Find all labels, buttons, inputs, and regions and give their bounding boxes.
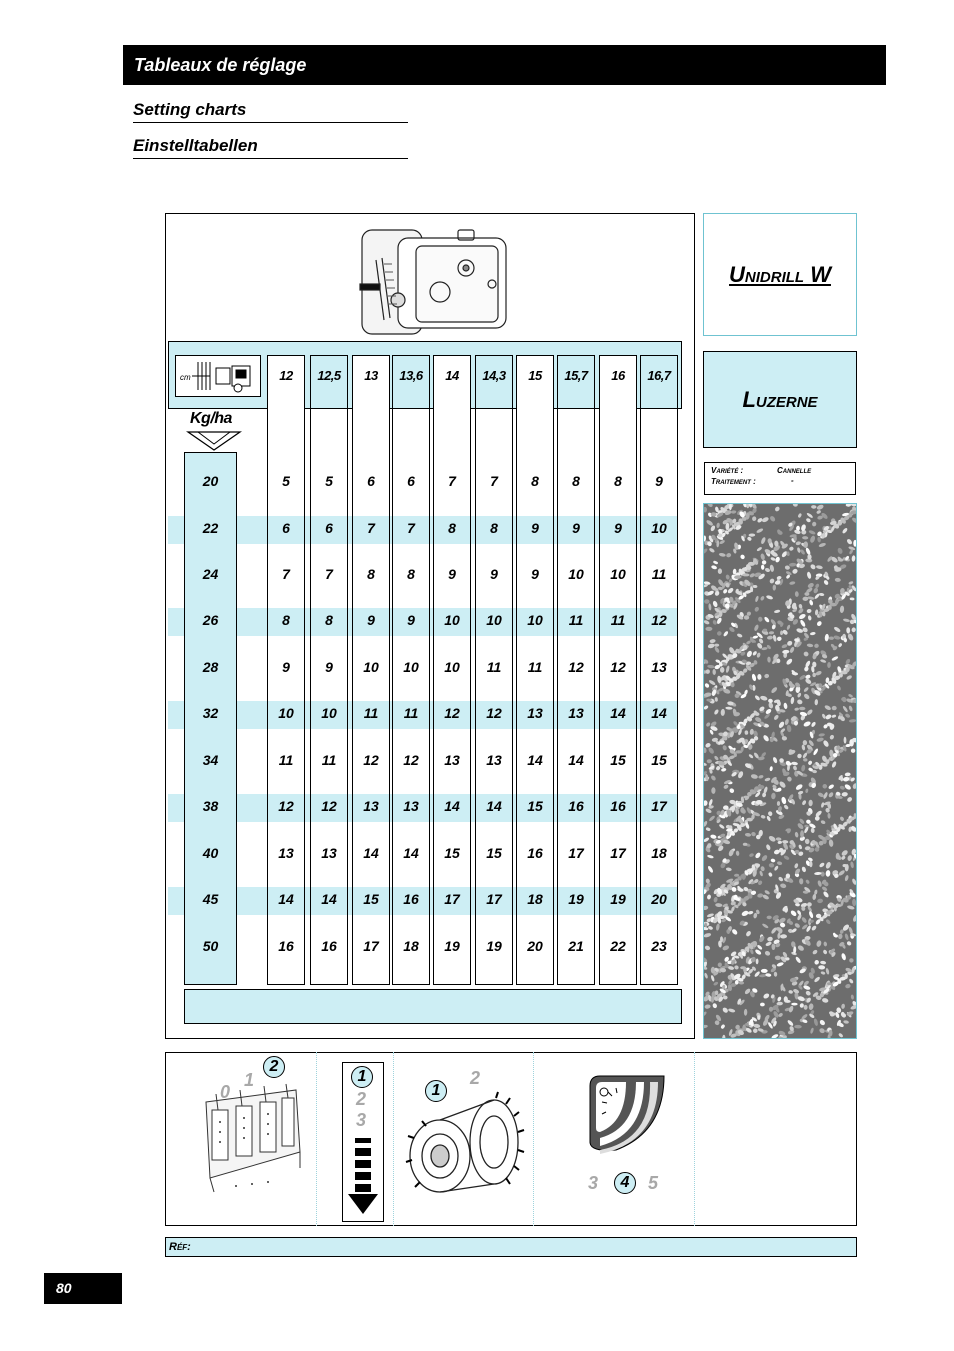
chart-cell: 8 [531, 473, 539, 489]
chart-cell: 13 [363, 798, 379, 814]
chart-cell: 10 [363, 659, 379, 675]
chart-cell: 15 [486, 845, 502, 861]
chart-cell: 9 [490, 566, 498, 582]
column-header-spacing: 14 [433, 355, 471, 409]
chart-cell: 13 [278, 845, 294, 861]
gauge-number-3: 3 [588, 1173, 599, 1193]
chart-cell: 11 [278, 752, 294, 768]
chart-cell: 13 [486, 752, 502, 768]
chart-cell: 8 [407, 566, 415, 582]
column-header-spacing: 13 [352, 355, 390, 409]
variety-info-box [704, 462, 856, 495]
chart-cell: 16 [278, 938, 294, 954]
chart-cell: 10 [403, 659, 419, 675]
chart-cell: 15 [363, 891, 379, 907]
chart-cell: 10 [568, 566, 584, 582]
chart-cell: 7 [325, 566, 333, 582]
kg-ha-label: Kg/ha [190, 410, 232, 427]
chart-cell: 23 [651, 938, 667, 954]
chart-cell: 15 [651, 752, 667, 768]
chart-cell: 6 [282, 520, 290, 536]
gauge-dial-icon [586, 1072, 668, 1156]
column-header-spacing: 16,7 [640, 355, 678, 409]
chart-cell: 10 [278, 705, 294, 721]
chart-cell: 14 [444, 798, 460, 814]
cm-label: cm [180, 373, 191, 382]
chart-cell: 19 [610, 891, 626, 907]
stack-number-2: 2 [356, 1089, 367, 1109]
kg-ha-value: 50 [202, 938, 219, 954]
chart-cell: 8 [490, 520, 498, 536]
chart-cell: 8 [325, 612, 333, 628]
kg-ha-value: 34 [202, 752, 219, 768]
kg-ha-value: 32 [202, 705, 219, 721]
chart-cell: 18 [403, 938, 419, 954]
chart-cell: 9 [407, 612, 415, 628]
chart-cell: 9 [367, 612, 375, 628]
chart-cell: 14 [527, 752, 543, 768]
chart-cell: 10 [321, 705, 337, 721]
kg-ha-value: 24 [202, 566, 219, 582]
chart-cell: 8 [367, 566, 375, 582]
settings-divider [316, 1052, 317, 1226]
reference-bar: Réf: [165, 1237, 857, 1257]
gearbox-illustration [358, 220, 518, 338]
chart-cell: 21 [568, 938, 584, 954]
chart-cell: 15 [527, 798, 543, 814]
chart-cell: 11 [610, 612, 626, 628]
chart-cell: 16 [568, 798, 584, 814]
chart-cell: 17 [568, 845, 584, 861]
down-arrow-icon [346, 1136, 380, 1218]
column-header-spacing: 13,6 [392, 355, 430, 409]
chart-cell: 11 [486, 659, 502, 675]
chart-cell: 12 [568, 659, 584, 675]
treatment-label: Traitement : [711, 477, 756, 486]
chart-cell: 14 [363, 845, 379, 861]
kg-ha-value: 26 [202, 612, 219, 628]
chart-cell: 14 [278, 891, 294, 907]
chart-cell: 13 [444, 752, 460, 768]
seed-name-box [703, 351, 857, 448]
chart-cell: 22 [610, 938, 626, 954]
chart-cell: 17 [651, 798, 667, 814]
chart-cell: 17 [363, 938, 379, 954]
chart-cell: 19 [486, 938, 502, 954]
chart-cell: 12 [486, 705, 502, 721]
chart-cell: 14 [321, 891, 337, 907]
wheel-selected-badge: 1 [425, 1080, 447, 1102]
chart-cell: 6 [407, 473, 415, 489]
chart-cell: 12 [651, 612, 667, 628]
kg-ha-value: 28 [202, 659, 219, 675]
chart-cell: 8 [448, 520, 456, 536]
chart-cell: 10 [486, 612, 502, 628]
chart-cell: 10 [610, 566, 626, 582]
gauge-selected-badge: 4 [614, 1172, 636, 1194]
treatment-value: - [791, 476, 794, 485]
chart-cell: 10 [527, 612, 543, 628]
chart-cell: 9 [531, 566, 539, 582]
chart-cell: 13 [321, 845, 337, 861]
chart-cell: 14 [403, 845, 419, 861]
chart-cell: 9 [448, 566, 456, 582]
chart-cell: 18 [651, 845, 667, 861]
chart-cell: 9 [282, 659, 290, 675]
column-header-spacing: 14,3 [475, 355, 513, 409]
chart-cell: 7 [490, 473, 498, 489]
chart-cell: 11 [568, 612, 584, 628]
settings-divider [393, 1052, 394, 1226]
chart-cell: 7 [282, 566, 290, 582]
kg-ha-value: 22 [202, 520, 219, 536]
page-number: 80 [44, 1273, 122, 1304]
chart-cell: 8 [282, 612, 290, 628]
chart-cell: 7 [367, 520, 375, 536]
kg-ha-value: 38 [202, 798, 219, 814]
seed-photo [703, 503, 857, 1039]
chart-cell: 16 [403, 891, 419, 907]
column-header-spacing: 15 [516, 355, 554, 409]
chart-cell: 9 [325, 659, 333, 675]
chart-cell: 7 [407, 520, 415, 536]
chart-cell: 11 [651, 566, 667, 582]
machine-name: Unidrill W [729, 261, 831, 287]
chart-cell: 15 [444, 845, 460, 861]
chart-cell: 14 [610, 705, 626, 721]
chart-cell: 11 [363, 705, 379, 721]
column-header-spacing: 15,7 [557, 355, 595, 409]
chart-cell: 13 [527, 705, 543, 721]
wheel-number-2: 2 [470, 1068, 481, 1088]
chart-cell: 19 [568, 891, 584, 907]
chart-cell: 9 [531, 520, 539, 536]
chart-cell: 9 [655, 473, 663, 489]
gauge-number-5: 5 [648, 1173, 659, 1193]
chart-cell: 5 [325, 473, 333, 489]
chart-cell: 7 [448, 473, 456, 489]
chart-cell: 11 [321, 752, 337, 768]
chart-cell: 6 [325, 520, 333, 536]
chart-cell: 9 [572, 520, 580, 536]
chart-cell: 15 [610, 752, 626, 768]
lever-number-1: 1 [244, 1070, 255, 1090]
settings-divider [533, 1052, 534, 1226]
chart-cell: 13 [403, 798, 419, 814]
row-spacing-icon [175, 355, 261, 397]
chart-cell: 8 [614, 473, 622, 489]
chart-cell: 13 [651, 659, 667, 675]
chart-cell: 11 [527, 659, 543, 675]
chart-cell: 20 [651, 891, 667, 907]
chart-cell: 5 [282, 473, 290, 489]
page-title: Tableaux de réglage [123, 45, 886, 85]
chart-cell: 9 [614, 520, 622, 536]
variety-value: Cannelle [777, 466, 812, 475]
chart-cell: 12 [403, 752, 419, 768]
chart-cell: 17 [486, 891, 502, 907]
chart-cell: 10 [444, 612, 460, 628]
seed-name: Luzerne [742, 386, 818, 412]
chart-cell: 14 [651, 705, 667, 721]
chart-cell: 16 [527, 845, 543, 861]
chart-cell: 10 [444, 659, 460, 675]
column-header-spacing: 12 [267, 355, 305, 409]
kg-ha-value: 20 [202, 473, 219, 489]
chart-cell: 20 [527, 938, 543, 954]
stack-selected-badge: 1 [351, 1066, 373, 1088]
chart-cell: 12 [363, 752, 379, 768]
column-header-spacing: 12,5 [310, 355, 348, 409]
column-header-spacing: 16 [599, 355, 637, 409]
chart-cell: 12 [321, 798, 337, 814]
kg-ha-value: 40 [202, 845, 219, 861]
chart-cell: 10 [651, 520, 667, 536]
chart-cell: 13 [568, 705, 584, 721]
lever-selected-badge: 2 [263, 1056, 285, 1078]
settings-divider [694, 1052, 695, 1226]
chart-cell: 6 [367, 473, 375, 489]
chart-cell: 18 [527, 891, 543, 907]
machine-name-box [703, 213, 857, 336]
chart-cell: 8 [572, 473, 580, 489]
subtitle-english: Setting charts [133, 100, 408, 123]
chart-cell: 12 [278, 798, 294, 814]
down-arrow-icon [186, 430, 242, 452]
chart-cell: 17 [610, 845, 626, 861]
chart-cell: 14 [486, 798, 502, 814]
kg-ha-value: 45 [202, 891, 219, 907]
subtitle-german: Einstelltabellen [133, 136, 408, 159]
chart-footer-bar [184, 989, 682, 1024]
metering-levers-illustration [196, 1082, 308, 1194]
chart-cell: 14 [568, 752, 584, 768]
chart-cell: 12 [444, 705, 460, 721]
sprocket-wheel-illustration [402, 1080, 528, 1200]
chart-cell: 11 [403, 705, 419, 721]
stack-number-3: 3 [356, 1110, 367, 1130]
lever-number-0: 0 [220, 1082, 231, 1102]
chart-cell: 19 [444, 938, 460, 954]
chart-cell: 16 [610, 798, 626, 814]
chart-cell: 12 [610, 659, 626, 675]
chart-cell: 16 [321, 938, 337, 954]
chart-cell: 17 [444, 891, 460, 907]
variety-label: Variété : [711, 466, 744, 475]
